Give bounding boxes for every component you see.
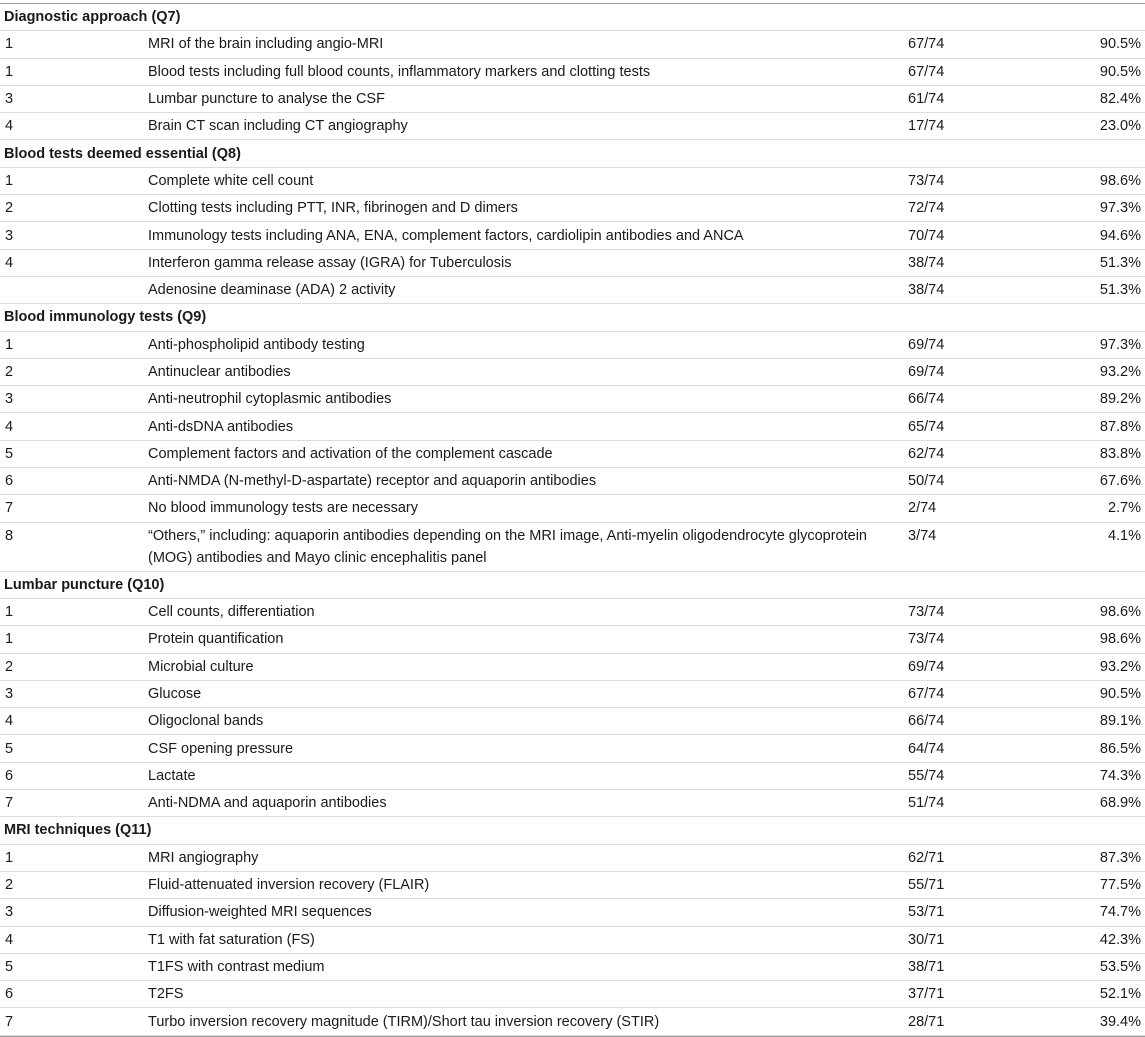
percent-cell: 68.9% (1018, 790, 1145, 817)
rank-cell: 6 (0, 762, 148, 789)
table-row (0, 844, 1145, 871)
item-label-cell: MRI of the brain including angio-MRI (148, 31, 908, 58)
item-label-cell: Microbial culture (148, 653, 908, 680)
item-label-cell: “Others,” including: aquaporin antibodies depending on the MRI image, Anti-myelin oligodendrocyte glycoprotein (MOG) antibodies and Mayo clinic encephalitis panel (148, 522, 908, 571)
rank-cell: 1 (0, 844, 148, 871)
table-row (0, 871, 1145, 898)
percent-cell: 90.5% (1018, 680, 1145, 707)
percent-cell: 51.3% (1018, 249, 1145, 276)
count-cell: 67/74 (908, 58, 1018, 85)
item-label-cell: T1FS with contrast medium (148, 953, 908, 980)
table-row (0, 680, 1145, 707)
table-row (0, 413, 1145, 440)
table-row (0, 113, 1145, 140)
results-table (0, 4, 1145, 1036)
percent-cell: 97.3% (1018, 331, 1145, 358)
rank-cell: 2 (0, 195, 148, 222)
rank-cell: 4 (0, 926, 148, 953)
count-cell: 38/71 (908, 953, 1018, 980)
count-cell: 70/74 (908, 222, 1018, 249)
rank-cell: 6 (0, 468, 148, 495)
count-cell: 3/74 (908, 522, 1018, 571)
percent-cell: 94.6% (1018, 222, 1145, 249)
item-label-cell: Anti-NMDA (N-methyl-D-aspartate) receptor and aquaporin antibodies (148, 468, 908, 495)
rank-cell: 5 (0, 953, 148, 980)
count-cell: 61/74 (908, 85, 1018, 112)
table-row (0, 735, 1145, 762)
table-row (0, 981, 1145, 1008)
rank-cell: 3 (0, 85, 148, 112)
rank-cell: 1 (0, 626, 148, 653)
table-row (0, 495, 1145, 522)
rank-cell: 7 (0, 495, 148, 522)
item-label-cell: Interferon gamma release assay (IGRA) for Tuberculosis (148, 249, 908, 276)
table-row (0, 58, 1145, 85)
percent-cell: 74.3% (1018, 762, 1145, 789)
table-row (0, 626, 1145, 653)
section-header-row (0, 4, 1145, 31)
item-label-cell: Brain CT scan including CT angiography (148, 113, 908, 140)
section-title: MRI techniques (Q11) (0, 817, 1145, 844)
rank-cell: 4 (0, 413, 148, 440)
table-row (0, 926, 1145, 953)
percent-cell: 89.2% (1018, 386, 1145, 413)
count-cell: 62/71 (908, 844, 1018, 871)
table-row (0, 468, 1145, 495)
percent-cell: 97.3% (1018, 195, 1145, 222)
item-label-cell: Anti-neutrophil cytoplasmic antibodies (148, 386, 908, 413)
item-label-cell: CSF opening pressure (148, 735, 908, 762)
item-label-cell: Anti-dsDNA antibodies (148, 413, 908, 440)
percent-cell: 93.2% (1018, 358, 1145, 385)
count-cell: 38/74 (908, 249, 1018, 276)
table-row (0, 249, 1145, 276)
item-label-cell: Turbo inversion recovery magnitude (TIRM)/Short tau inversion recovery (STIR) (148, 1008, 908, 1035)
section-title: Blood tests deemed essential (Q8) (0, 140, 1145, 167)
count-cell: 50/74 (908, 468, 1018, 495)
section-title: Lumbar puncture (Q10) (0, 571, 1145, 598)
item-label-cell: No blood immunology tests are necessary (148, 495, 908, 522)
item-label-cell: Anti-NDMA and aquaporin antibodies (148, 790, 908, 817)
count-cell: 67/74 (908, 680, 1018, 707)
table-row (0, 386, 1145, 413)
table-row (0, 440, 1145, 467)
item-label-cell: Clotting tests including PTT, INR, fibrinogen and D dimers (148, 195, 908, 222)
item-label-cell: Lumbar puncture to analyse the CSF (148, 85, 908, 112)
section-title: Diagnostic approach (Q7) (0, 4, 1145, 31)
item-label-cell: Complete white cell count (148, 167, 908, 194)
item-label-cell: Cell counts, differentiation (148, 598, 908, 625)
percent-cell: 53.5% (1018, 953, 1145, 980)
section-title: Blood immunology tests (Q9) (0, 304, 1145, 331)
percent-cell: 87.8% (1018, 413, 1145, 440)
rank-cell: 4 (0, 113, 148, 140)
rank-cell: 8 (0, 522, 148, 571)
rank-cell: 2 (0, 871, 148, 898)
percent-cell: 98.6% (1018, 626, 1145, 653)
percent-cell: 51.3% (1018, 276, 1145, 303)
count-cell: 67/74 (908, 31, 1018, 58)
percent-cell: 90.5% (1018, 31, 1145, 58)
table-row (0, 167, 1145, 194)
count-cell: 69/74 (908, 653, 1018, 680)
count-cell: 65/74 (908, 413, 1018, 440)
section-header-row (0, 817, 1145, 844)
table-row (0, 708, 1145, 735)
table-row (0, 598, 1145, 625)
count-cell: 66/74 (908, 708, 1018, 735)
count-cell: 55/74 (908, 762, 1018, 789)
percent-cell: 98.6% (1018, 167, 1145, 194)
count-cell: 2/74 (908, 495, 1018, 522)
rank-cell: 1 (0, 31, 148, 58)
percent-cell: 87.3% (1018, 844, 1145, 871)
count-cell: 28/71 (908, 1008, 1018, 1035)
item-label-cell: Antinuclear antibodies (148, 358, 908, 385)
item-label-cell: Lactate (148, 762, 908, 789)
rank-cell: 1 (0, 331, 148, 358)
percent-cell: 2.7% (1018, 495, 1145, 522)
table-row (0, 276, 1145, 303)
count-cell: 37/71 (908, 981, 1018, 1008)
rank-cell: 5 (0, 735, 148, 762)
item-label-cell: Protein quantification (148, 626, 908, 653)
percent-cell: 39.4% (1018, 1008, 1145, 1035)
percent-cell: 74.7% (1018, 899, 1145, 926)
table-row (0, 195, 1145, 222)
count-cell: 73/74 (908, 167, 1018, 194)
rank-cell: 3 (0, 386, 148, 413)
table-row (0, 331, 1145, 358)
percent-cell: 52.1% (1018, 981, 1145, 1008)
item-label-cell: Diffusion-weighted MRI sequences (148, 899, 908, 926)
percent-cell: 23.0% (1018, 113, 1145, 140)
count-cell: 66/74 (908, 386, 1018, 413)
percent-cell: 89.1% (1018, 708, 1145, 735)
count-cell: 72/74 (908, 195, 1018, 222)
rank-cell: 3 (0, 680, 148, 707)
count-cell: 17/74 (908, 113, 1018, 140)
table-row (0, 953, 1145, 980)
count-cell: 73/74 (908, 626, 1018, 653)
count-cell: 55/71 (908, 871, 1018, 898)
rank-cell: 1 (0, 167, 148, 194)
item-label-cell: Complement factors and activation of the complement cascade (148, 440, 908, 467)
count-cell: 30/71 (908, 926, 1018, 953)
rank-cell: 2 (0, 358, 148, 385)
percent-cell: 86.5% (1018, 735, 1145, 762)
table-row (0, 31, 1145, 58)
section-header-row (0, 571, 1145, 598)
percent-cell: 90.5% (1018, 58, 1145, 85)
rank-cell: 4 (0, 708, 148, 735)
rank-cell: 6 (0, 981, 148, 1008)
rank-cell: 7 (0, 1008, 148, 1035)
rank-cell: 3 (0, 899, 148, 926)
item-label-cell: T1 with fat saturation (FS) (148, 926, 908, 953)
rank-cell: 3 (0, 222, 148, 249)
count-cell: 53/71 (908, 899, 1018, 926)
percent-cell: 42.3% (1018, 926, 1145, 953)
percent-cell: 83.8% (1018, 440, 1145, 467)
rank-cell: 1 (0, 598, 148, 625)
table-row (0, 653, 1145, 680)
count-cell: 64/74 (908, 735, 1018, 762)
item-label-cell: T2FS (148, 981, 908, 1008)
table-row (0, 1008, 1145, 1035)
results-table-body (0, 4, 1145, 1035)
table-row (0, 222, 1145, 249)
percent-cell: 93.2% (1018, 653, 1145, 680)
item-label-cell: MRI angiography (148, 844, 908, 871)
item-label-cell: Anti-phospholipid antibody testing (148, 331, 908, 358)
count-cell: 73/74 (908, 598, 1018, 625)
table-row (0, 790, 1145, 817)
table-row (0, 762, 1145, 789)
table-row (0, 522, 1145, 571)
item-label-cell: Fluid-attenuated inversion recovery (FLAIR) (148, 871, 908, 898)
percent-cell: 67.6% (1018, 468, 1145, 495)
rank-cell: 2 (0, 653, 148, 680)
section-header-row (0, 304, 1145, 331)
percent-cell: 77.5% (1018, 871, 1145, 898)
rank-cell: 5 (0, 440, 148, 467)
section-header-row (0, 140, 1145, 167)
count-cell: 69/74 (908, 331, 1018, 358)
percent-cell: 82.4% (1018, 85, 1145, 112)
rank-cell: 4 (0, 249, 148, 276)
item-label-cell: Immunology tests including ANA, ENA, complement factors, cardiolipin antibodies and ANCA (148, 222, 908, 249)
count-cell: 69/74 (908, 358, 1018, 385)
table-row (0, 358, 1145, 385)
table-row (0, 85, 1145, 112)
count-cell: 51/74 (908, 790, 1018, 817)
item-label-cell: Adenosine deaminase (ADA) 2 activity (148, 276, 908, 303)
percent-cell: 98.6% (1018, 598, 1145, 625)
item-label-cell: Glucose (148, 680, 908, 707)
count-cell: 38/74 (908, 276, 1018, 303)
item-label-cell: Blood tests including full blood counts, inflammatory markers and clotting tests (148, 58, 908, 85)
count-cell: 62/74 (908, 440, 1018, 467)
item-label-cell: Oligoclonal bands (148, 708, 908, 735)
table-row (0, 899, 1145, 926)
percent-cell: 4.1% (1018, 522, 1145, 571)
rank-cell: 7 (0, 790, 148, 817)
rank-cell (0, 276, 148, 303)
rank-cell: 1 (0, 58, 148, 85)
